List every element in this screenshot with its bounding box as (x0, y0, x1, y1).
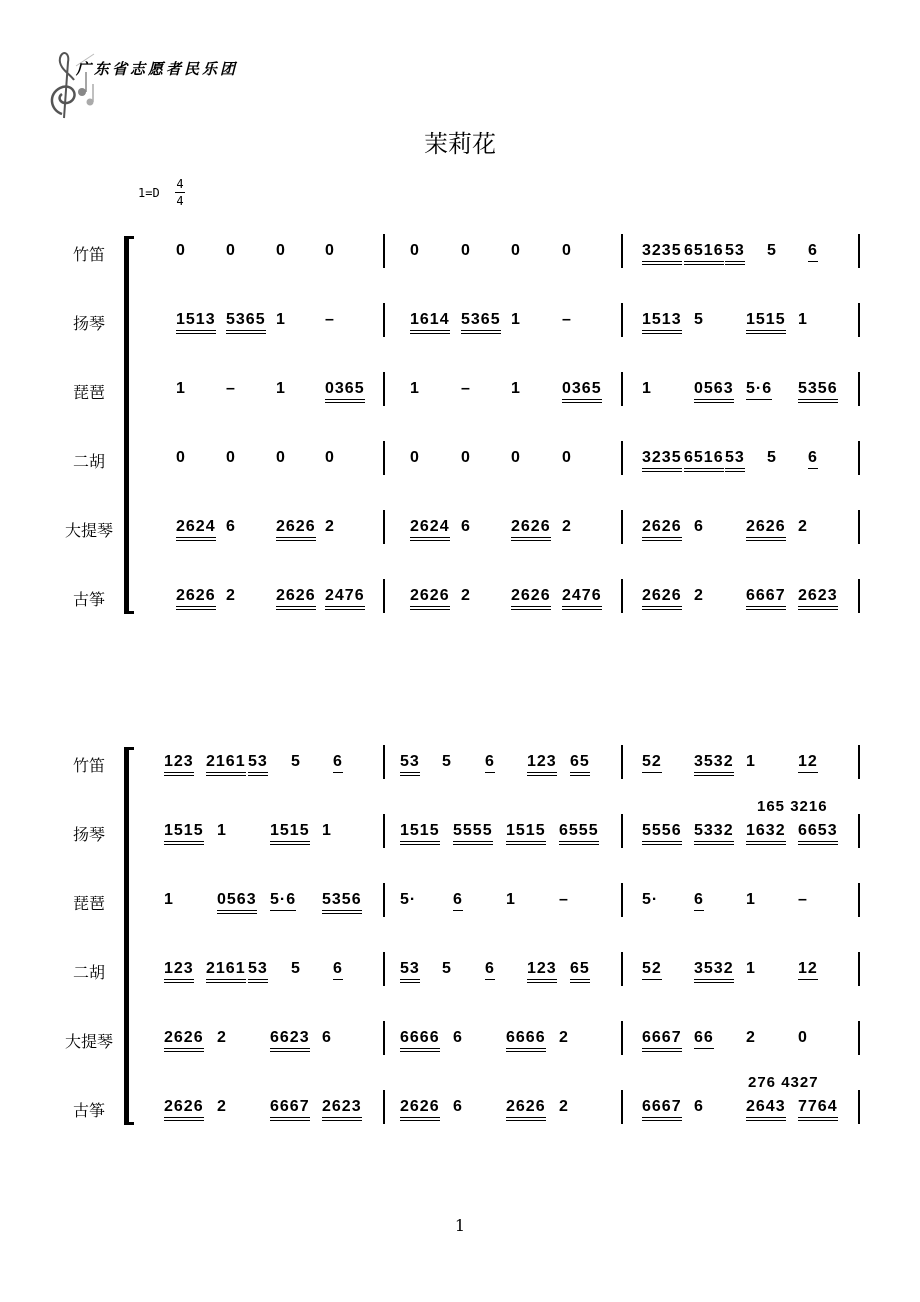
barline (621, 234, 623, 268)
note-group: 1 (746, 753, 756, 770)
note-group: 1 (410, 380, 420, 397)
barline (621, 883, 623, 917)
note-group: 2 (461, 587, 471, 604)
note-group: 1 (506, 891, 516, 908)
note-group: 52 (642, 753, 662, 773)
note-group: 6 (485, 753, 495, 773)
note-group: 2624 (176, 518, 216, 541)
note-group: 0 (562, 242, 572, 259)
note-group: – (226, 380, 236, 397)
note-group: 0365 (562, 380, 602, 403)
note-group: 2623 (798, 587, 838, 610)
note-group: 2626 (400, 1098, 440, 1121)
note-group: 0 (226, 242, 236, 259)
note-group: 2 (559, 1029, 569, 1046)
note-group: 2 (217, 1029, 227, 1046)
note-group: 2476 (325, 587, 365, 610)
grace-annotation: 165 3216 (757, 798, 828, 815)
note-group: 6666 (400, 1029, 440, 1052)
barline (383, 1021, 385, 1055)
note-group: 1515 (506, 822, 546, 845)
note-group: 53 (400, 753, 420, 776)
note-group: 0 (798, 1029, 808, 1046)
note-group: 65 (570, 753, 590, 776)
barline (858, 814, 860, 848)
note-group: 0 (461, 242, 471, 259)
page-title: 茉莉花 (424, 130, 496, 158)
note-group: 2624 (410, 518, 450, 541)
page-number: 1 (454, 1216, 466, 1235)
barline (383, 372, 385, 406)
barline (858, 303, 860, 337)
time-signature-bottom: 4 (176, 194, 184, 208)
note-group: 2 (325, 518, 335, 535)
note-group: 0 (410, 242, 420, 259)
note-group: 5 (291, 753, 301, 770)
note-group: 6667 (642, 1098, 682, 1121)
instrument-label: 扬琴 (72, 825, 105, 844)
note-group: 6653 (798, 822, 838, 845)
note-group: 5· (400, 891, 417, 908)
barline (621, 1090, 623, 1124)
note-group: 123 (527, 960, 557, 983)
barline (858, 510, 860, 544)
note-group: 1515 (270, 822, 310, 845)
note-group: 2626 (276, 587, 316, 610)
note-group: 2161 (206, 753, 246, 776)
system-bracket (124, 749, 129, 1124)
note-group: 5 (442, 753, 452, 770)
note-group: 0 (562, 449, 572, 466)
key-signature: 1=D (138, 186, 160, 200)
note-group: 123 (164, 753, 194, 776)
brand-name: 广东省志愿者民乐团 (76, 60, 239, 78)
note-group: 2161 (206, 960, 246, 983)
note-group: 0 (325, 449, 335, 466)
barline (383, 579, 385, 613)
note-group: 2 (217, 1098, 227, 1115)
note-group: 0 (511, 449, 521, 466)
instrument-label: 大提琴 (64, 1032, 113, 1051)
bracket-cap-bottom (124, 611, 134, 614)
note-group: 5·6 (746, 380, 772, 400)
note-group: 6623 (270, 1029, 310, 1052)
note-group: 2626 (506, 1098, 546, 1121)
barline (383, 441, 385, 475)
note-group: 1 (798, 311, 808, 328)
note-group: 5556 (642, 822, 682, 845)
note-group: 2626 (176, 587, 216, 610)
note-group: 5356 (322, 891, 362, 914)
barline (621, 579, 623, 613)
instrument-label: 古筝 (72, 1101, 105, 1120)
note-group: – (559, 891, 569, 908)
note-group: 2 (798, 518, 808, 535)
barline (621, 952, 623, 986)
time-signature (173, 176, 187, 209)
note-group: 2 (562, 518, 572, 535)
note-group: 6 (322, 1029, 332, 1046)
note-group: 6 (333, 753, 343, 773)
note-group: 2626 (746, 518, 786, 541)
note-group: 2626 (511, 518, 551, 541)
note-group: 3532 (694, 960, 734, 983)
note-group: 1515 (164, 822, 204, 845)
instrument-label: 竹笛 (72, 245, 105, 264)
note-group: 53 (725, 449, 745, 472)
note-group: 53 (248, 753, 268, 776)
note-group: 2626 (642, 587, 682, 610)
note-group: 2 (746, 1029, 756, 1046)
note-group: 1632 (746, 822, 786, 845)
note-group: 6667 (746, 587, 786, 610)
music-clef-logo-icon (40, 44, 100, 122)
bracket-cap-bottom (124, 1122, 134, 1125)
barline (621, 745, 623, 779)
note-group: 6667 (642, 1029, 682, 1052)
instrument-label: 琵琶 (72, 383, 105, 402)
note-group: 123 (164, 960, 194, 983)
note-group: 1513 (176, 311, 216, 334)
barline (383, 1090, 385, 1124)
note-group: 2 (694, 587, 704, 604)
note-group: 2626 (164, 1029, 204, 1052)
instrument-label: 大提琴 (64, 521, 113, 540)
note-group: 1 (746, 891, 756, 908)
note-group: 53 (725, 242, 745, 265)
note-group: 0 (325, 242, 335, 259)
note-group: 12 (798, 960, 818, 980)
note-group: 6 (453, 1098, 463, 1115)
note-group: 5365 (461, 311, 501, 334)
note-group: 6 (808, 242, 818, 262)
note-group: 5·6 (270, 891, 296, 911)
time-signature-top: 4 (176, 177, 184, 191)
note-group: 5365 (226, 311, 266, 334)
note-group: 1 (217, 822, 227, 839)
note-group: 1 (511, 380, 521, 397)
barline (621, 814, 623, 848)
barline (858, 745, 860, 779)
note-group: 12 (798, 753, 818, 773)
instrument-label: 琵琶 (72, 894, 105, 913)
note-group: 0 (176, 242, 186, 259)
note-group: – (461, 380, 471, 397)
barline (621, 303, 623, 337)
barline (621, 441, 623, 475)
barline (383, 303, 385, 337)
instrument-label: 扬琴 (72, 314, 105, 333)
note-group: 53 (400, 960, 420, 983)
note-group: 1513 (642, 311, 682, 334)
note-group: 6 (808, 449, 818, 469)
note-group: 6 (226, 518, 236, 535)
note-group: 5 (767, 242, 777, 259)
note-group: 0 (276, 449, 286, 466)
note-group: 0 (176, 449, 186, 466)
note-group: 7764 (798, 1098, 838, 1121)
note-group: 3235 (642, 242, 682, 265)
note-group: 66 (694, 1029, 714, 1049)
note-group: 6 (694, 518, 704, 535)
barline (858, 883, 860, 917)
barline (858, 372, 860, 406)
note-group: 6667 (270, 1098, 310, 1121)
note-group: 1 (276, 380, 286, 397)
instrument-label: 竹笛 (72, 756, 105, 775)
note-group: 1515 (746, 311, 786, 334)
note-group: 53 (248, 960, 268, 983)
note-group: 1 (746, 960, 756, 977)
barline (621, 510, 623, 544)
barline (621, 372, 623, 406)
barline (858, 1021, 860, 1055)
barline (383, 745, 385, 779)
grace-annotation: 276 4327 (748, 1074, 819, 1091)
note-group: 2626 (164, 1098, 204, 1121)
note-group: 6 (461, 518, 471, 535)
note-group: 5 (291, 960, 301, 977)
note-group: 2626 (276, 518, 316, 541)
note-group: 6 (333, 960, 343, 980)
note-group: 2626 (410, 587, 450, 610)
note-group: 5555 (453, 822, 493, 845)
note-group: 2643 (746, 1098, 786, 1121)
barline (858, 234, 860, 268)
note-group: 6555 (559, 822, 599, 845)
note-group: 0365 (325, 380, 365, 403)
note-group: 0 (461, 449, 471, 466)
note-group: 5 (694, 311, 704, 328)
note-group: 2476 (562, 587, 602, 610)
bracket-cap-top (124, 747, 134, 750)
note-group: – (798, 891, 808, 908)
note-group: 1 (642, 380, 652, 397)
note-group: – (325, 311, 335, 328)
barline (621, 1021, 623, 1055)
note-group: 6 (453, 1029, 463, 1046)
note-group: 1 (164, 891, 174, 908)
note-group: 123 (527, 753, 557, 776)
note-group: 5· (642, 891, 659, 908)
note-group: 5 (767, 449, 777, 466)
note-group: 2 (559, 1098, 569, 1115)
note-group: 1614 (410, 311, 450, 334)
system-bracket (124, 238, 129, 613)
note-group: 1 (511, 311, 521, 328)
instrument-label: 古筝 (72, 590, 105, 609)
note-group: 3532 (694, 753, 734, 776)
barline (383, 952, 385, 986)
note-group: – (562, 311, 572, 328)
note-group: 6 (694, 1098, 704, 1115)
barline (858, 441, 860, 475)
instrument-label: 二胡 (72, 963, 105, 982)
note-group: 6516 (684, 449, 724, 472)
note-group: 5356 (798, 380, 838, 403)
note-group: 0 (276, 242, 286, 259)
note-group: 1515 (400, 822, 440, 845)
note-group: 0 (226, 449, 236, 466)
note-group: 1 (322, 822, 332, 839)
note-group: 6 (453, 891, 463, 911)
note-group: 6 (694, 891, 704, 911)
note-group: 6 (485, 960, 495, 980)
note-group: 2623 (322, 1098, 362, 1121)
note-group: 65 (570, 960, 590, 983)
note-group: 2 (226, 587, 236, 604)
note-group: 0 (511, 242, 521, 259)
note-group: 1 (176, 380, 186, 397)
barline (383, 234, 385, 268)
bracket-cap-top (124, 236, 134, 239)
note-group: 1 (276, 311, 286, 328)
note-group: 0 (410, 449, 420, 466)
note-group: 6516 (684, 242, 724, 265)
note-group: 2626 (511, 587, 551, 610)
barline (858, 579, 860, 613)
barline (383, 510, 385, 544)
barline (858, 1090, 860, 1124)
note-group: 52 (642, 960, 662, 980)
barline (383, 883, 385, 917)
note-group: 5332 (694, 822, 734, 845)
barline (858, 952, 860, 986)
note-group: 0563 (694, 380, 734, 403)
note-group: 6666 (506, 1029, 546, 1052)
note-group: 3235 (642, 449, 682, 472)
note-group: 2626 (642, 518, 682, 541)
instrument-label: 二胡 (72, 452, 105, 471)
barline (383, 814, 385, 848)
note-group: 0563 (217, 891, 257, 914)
note-group: 5 (442, 960, 452, 977)
